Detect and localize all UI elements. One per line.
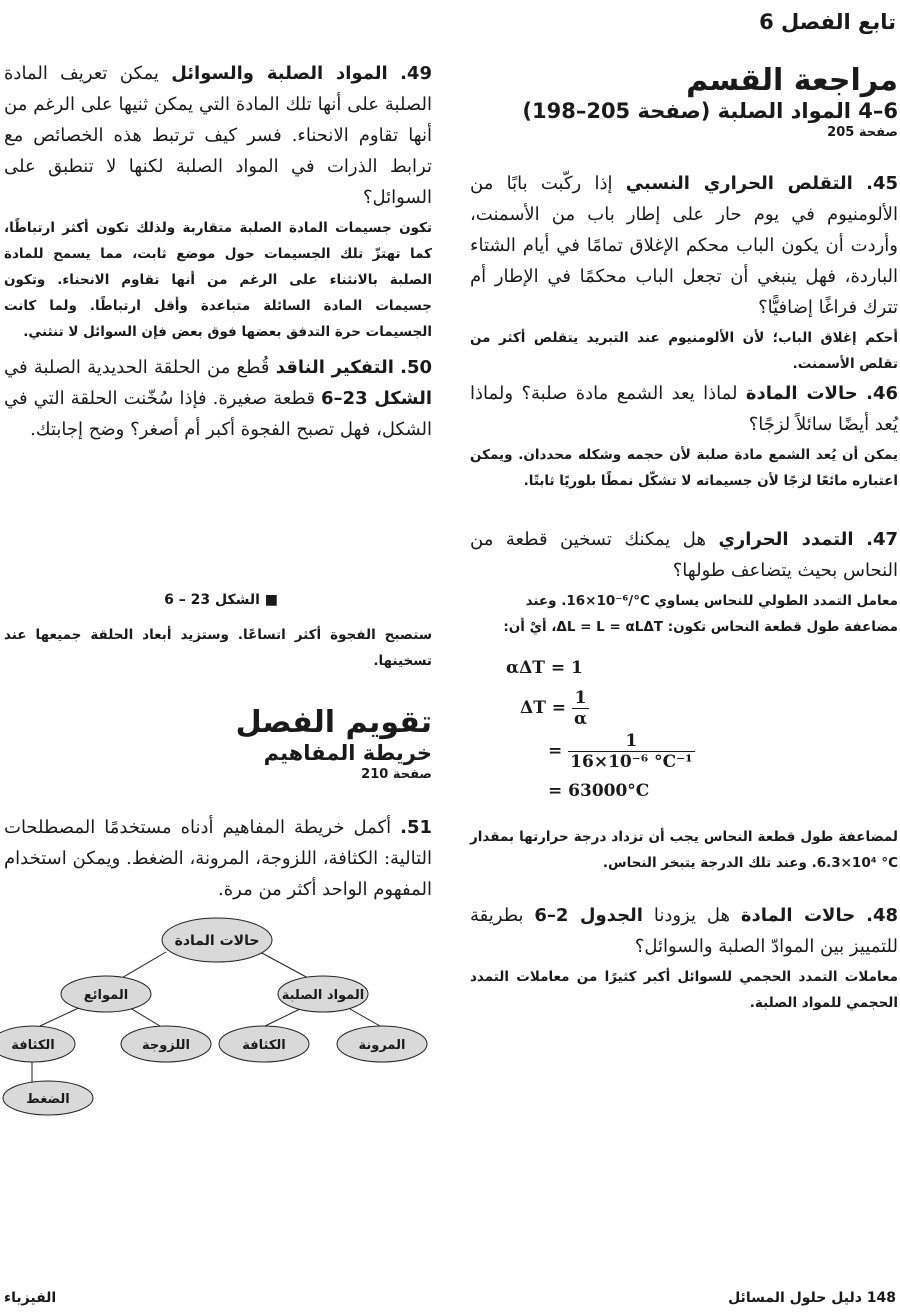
question-number: 51. xyxy=(400,817,432,838)
fraction xyxy=(572,688,589,729)
answer-text xyxy=(470,824,898,876)
equation-3 xyxy=(548,731,695,772)
math-expression: ΔL = L = αLΔT xyxy=(556,619,664,635)
concept-map-subtitle: خريطة المفاهيم xyxy=(263,741,432,765)
answer-text-part: ، أيْ أن: xyxy=(503,619,557,635)
answer-text-part: معامل التمدد الطولي للنحاس يساوي xyxy=(649,593,898,609)
question-51 xyxy=(4,812,432,905)
page-reference: صفحة 210 xyxy=(361,767,432,782)
concept-label-root: حالات المادة xyxy=(174,933,260,949)
concept-label-fluids: الموائع xyxy=(83,988,129,1003)
question-keyword: حالات المادة xyxy=(745,383,858,404)
math-expression: 16×10⁻⁶/°C xyxy=(566,593,650,609)
section-review-header xyxy=(470,64,898,142)
question-46 xyxy=(470,378,898,494)
concept-label-solid-density: الكثافة xyxy=(242,1038,286,1053)
question-number: 48. xyxy=(866,905,898,926)
question-text: قُطع من الحلقة الحديدية الصلبة في xyxy=(4,357,276,378)
question-number: 49. xyxy=(400,63,432,84)
equation-lhs: ΔT = xyxy=(520,698,567,718)
fraction-numerator: 1 xyxy=(572,688,589,709)
question-50 xyxy=(4,352,432,445)
figure-caption: ■ الشكل 23 – 6 xyxy=(164,592,278,608)
answer-text: معاملات التمدد الحجمي للسوائل أكبر كثيرًا من معاملات التمدد الحجمي للمواد الصلبة. xyxy=(470,969,898,1011)
question-48 xyxy=(470,900,898,1016)
answer-text: يمكن أن يُعد الشمع مادة صلبة لأن حجمه وشكله محددان. ويمكن اعتباره مائعًا لزجًا لأن جسيماته لا تشكّل نمطًا بلوريًا ثابتًا. xyxy=(470,447,898,489)
question-text: هل يمكنك تسخين قطعة من النحاس بحيث يتضاعف طولها؟ xyxy=(470,529,898,581)
fraction-denominator: α xyxy=(573,709,588,729)
question-47 xyxy=(470,524,898,640)
question-keyword: المواد الصلبة والسوائل xyxy=(171,63,388,84)
question-text: يمكن تعريف المادة الصلبة على أنها تلك المادة التي يمكن ثنيها على الرغم من أنها تقاوم الانحناء. فسر كيف ترتبط هذه الخصائص مع ترابط الذرات في المواد الصلبة لكنها لا تنطبق على السوائل؟ xyxy=(4,63,432,208)
concept-label-pressure: الضغط xyxy=(26,1092,70,1107)
question-text: قطعة صغيرة. فإذا سُخّنت الحلقة التي في الشكل، فهل تصبح الفجوة أكبر أم أصغر؟ وضح إجابتك. xyxy=(4,388,432,440)
footer-subject: الفيزياء xyxy=(4,1290,57,1306)
question-number: 47. xyxy=(866,529,898,550)
question-keyword: التمدد الحراري xyxy=(718,529,854,550)
question-number: 46. xyxy=(866,383,898,404)
equation-4: = 63000°C xyxy=(548,781,650,801)
concept-label-elasticity: المرونة xyxy=(358,1038,406,1053)
page-reference: صفحة 205 xyxy=(827,125,898,140)
question-text: أكمل خريطة المفاهيم أدناه مستخدمًا المصطلحات التالية: الكثافة، اللزوجة، المرونة، الضغط. ويمكن استخدام المفهوم الواحد أكثر من مرة. xyxy=(4,817,432,900)
answer-text-part: . وعند xyxy=(525,593,567,609)
section-subtitle: 6–4 المواد الصلبة (صفحة 205–198) xyxy=(522,99,898,123)
question-keyword: التقلص الحراري النسبي xyxy=(625,173,853,194)
answer-text-part: لمضاعفة طول قطعة النحاس يجب أن تزداد درجة حرارتها بمقدار xyxy=(470,829,898,845)
section-review-title: مراجعة القسم xyxy=(686,63,898,98)
math-expression: 6.3×10⁴ °C xyxy=(816,855,898,871)
chapter-assessment-header xyxy=(4,706,432,784)
question-45 xyxy=(470,168,898,377)
question-text: بطريقة للتمييز بين الموادّ الصلبة والسوائل؟ xyxy=(470,905,898,957)
figure-answer xyxy=(4,620,432,674)
question-keyword: التفكير الناقد xyxy=(275,357,394,378)
question-49 xyxy=(4,58,432,345)
fraction-denominator: 16×10⁻⁶ °C⁻¹ xyxy=(570,752,693,772)
concept-label-solids: المواد الصلبة xyxy=(281,988,365,1003)
concept-label-viscosity: اللزوجة xyxy=(141,1038,191,1053)
fraction xyxy=(568,731,694,772)
equation-1: αΔT = 1 xyxy=(506,658,583,678)
question-number: 45. xyxy=(866,173,898,194)
equation-2 xyxy=(520,688,589,729)
chapter-assessment-title: تقويم الفصل xyxy=(235,705,432,740)
question-47-conclusion xyxy=(470,822,898,876)
answer-text-part: . وعند تلك الدرجة يتبخر النحاس. xyxy=(602,855,817,871)
footer-page-label: 148 دليل حلول المسائل xyxy=(728,1290,896,1306)
chapter-continued-label: تابع الفصل 6 xyxy=(759,10,896,34)
answer-text: أحكم إغلاق الباب؛ لأن الألومنيوم عند التبريد يتقلص أكثر من تقلص الأسمنت. xyxy=(470,330,898,372)
answer-text-part: مضاعفة طول قطعة النحاس تكون: xyxy=(663,619,898,635)
answer-text: ستصبح الفجوة أكثر اتساعًا. وستزيد أبعاد الحلقة جميعها عند تسخينها. xyxy=(4,627,432,669)
question-text: إذا ركّبت بابًا من الألومنيوم في يوم حار على إطار باب من الأسمنت، وأردت أن يكون الباب محكم الإغلاق تمامًا في أيام الشتاء الباردة، فهل ينبغي أن تجعل الباب محكمًا في الإطار أم تترك فراغًا إضافيًّا؟ xyxy=(470,173,898,318)
figure-reference: الشكل 23–6 xyxy=(321,388,433,409)
concept-label-fluid-density: الكثافة xyxy=(11,1038,55,1053)
question-text: هل يزودنا xyxy=(642,905,741,926)
question-number: 50. xyxy=(400,357,432,378)
question-keyword: حالات المادة xyxy=(740,905,856,926)
concept-map xyxy=(0,912,440,1122)
table-reference: الجدول 2–6 xyxy=(534,905,643,926)
question-text: لماذا يعد الشمع مادة صلبة؟ ولماذا يُعد أيضًا سائلاً لزجًا؟ xyxy=(470,383,898,435)
answer-text xyxy=(470,588,898,640)
fraction-numerator: 1 xyxy=(568,731,694,752)
equation-lhs: = xyxy=(548,741,563,761)
answer-text: تكون جسيمات المادة الصلبة متقاربة ولذلك تكون أكثر ارتباطًا، كما تهتزّ تلك الجسيمات حول موضع ثابت، مما يسمح للمادة الصلبة بالانثناء على الرغم من أنها تقاوم الانحناء. وتكون جسيمات المادة السائلة متباعدة وأقل ارتباطًا. ولما كانت الجسيمات حرة التدفق بعضها فوق بعض فإن السوائل لا تنثني. xyxy=(4,220,432,340)
